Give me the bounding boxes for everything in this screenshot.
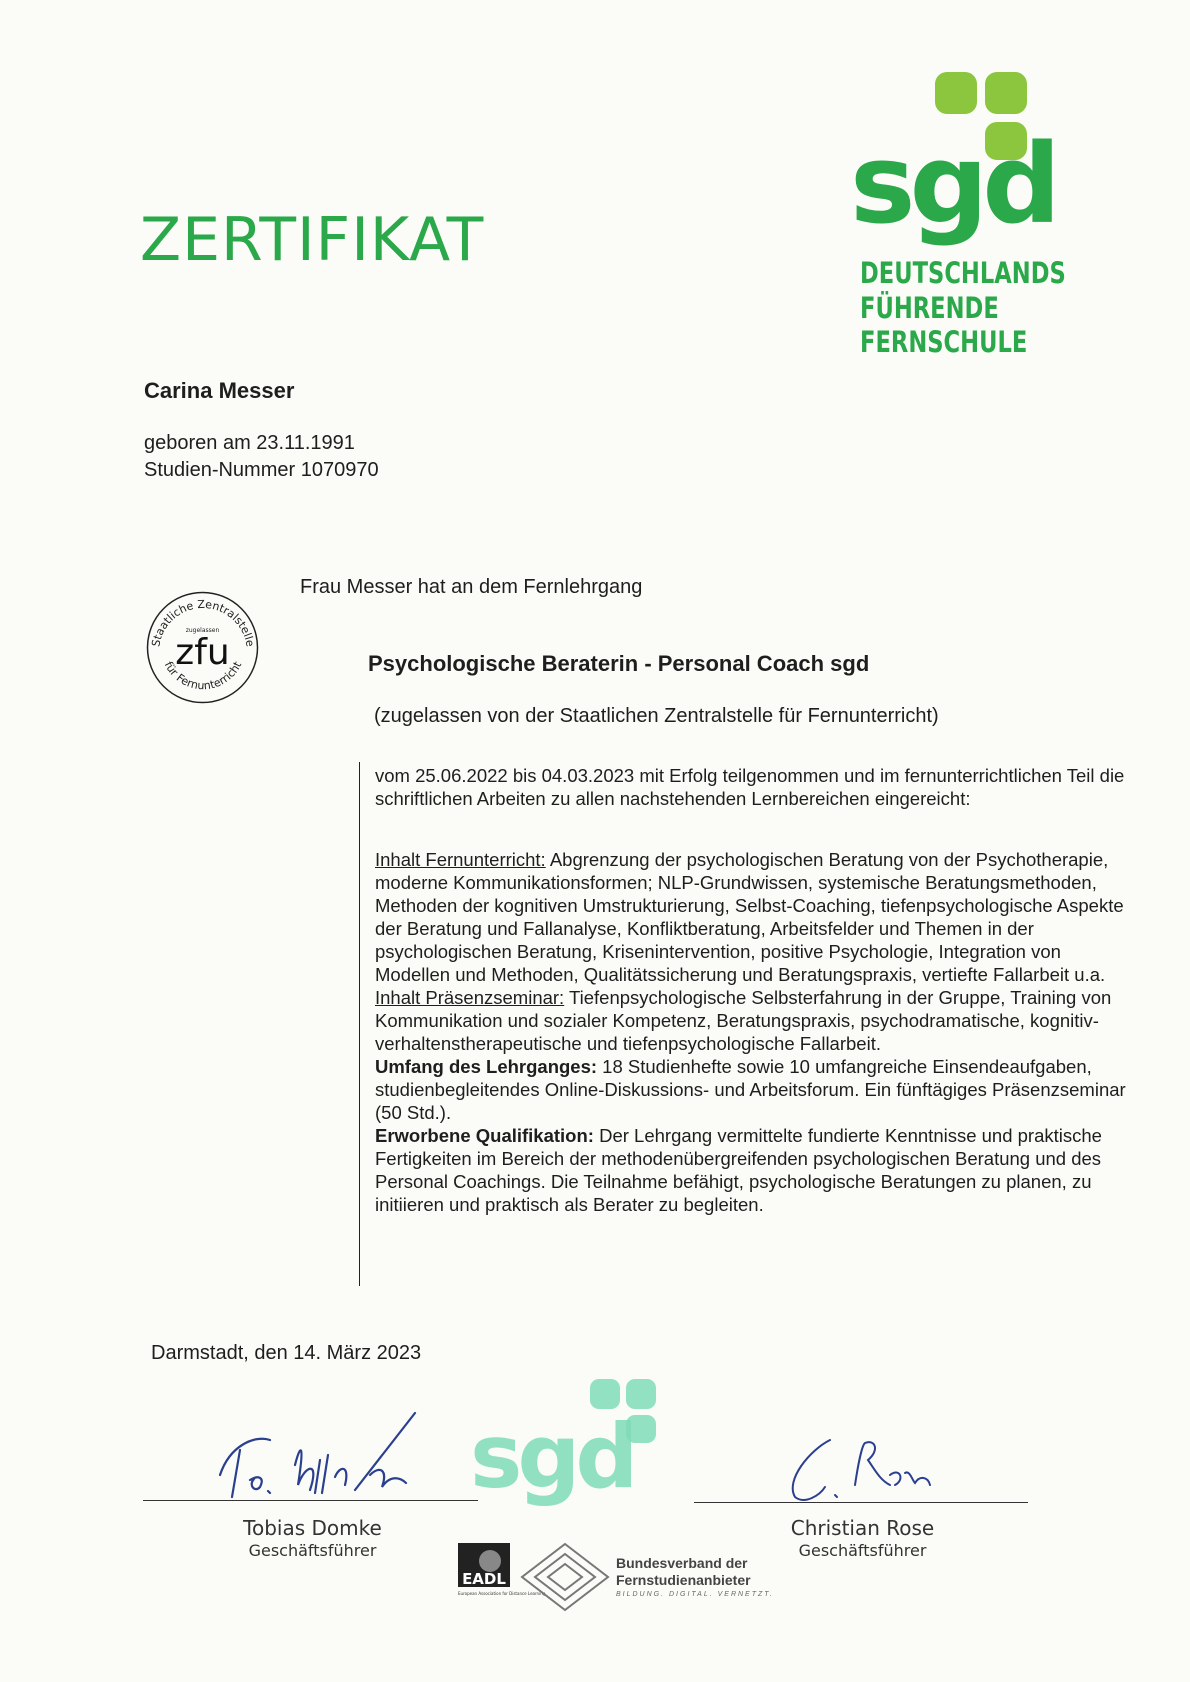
zfu-seal bbox=[145, 590, 260, 705]
qualification-text: Der Lehrgang vermittelte fundierte Kenntnisse und praktische Fertigkeiten im Bereich der methodenübergreifenden psychologischen Beratung und des Personal Coachings. Die Teilnahme befähigt, psychologische Beratungen zu planen, zu initiieren und praktisch als Berater zu begleiten. bbox=[375, 1125, 1102, 1215]
bv-line-3: BILDUNG. DIGITAL. VERNETZT. bbox=[616, 1591, 774, 1598]
scope-text: 18 Studienhefte sowie 10 umfangreiche Einsendeaufgaben, studienbegleitendes Online-Diskussions- und Arbeitsforum. Ein fünftägiges Präsenzseminar (50 Std.). bbox=[375, 1056, 1126, 1123]
eadl-subtext: European Association for Distance Learning bbox=[458, 1591, 546, 1596]
student-number: Studien-Nummer 1070970 bbox=[144, 459, 379, 481]
content-seminar-text: Tiefenpsychologische Selbsterfahrung in der Gruppe, Training von Kommunikation und sozialer Kompetenz, Beratungspraxis, psychodramatische, kognitiv-verhaltenstherapeutische und tiefenpsychologische Fallarbeit. bbox=[375, 987, 1112, 1054]
approval-note: (zugelassen von der Staatlichen Zentralstelle für Fernunterricht) bbox=[374, 705, 939, 727]
logo-leaf-top-right bbox=[985, 72, 1027, 114]
place-date: Darmstadt, den 14. März 2023 bbox=[151, 1342, 422, 1364]
seal-ring-bottom: für Fernunterricht bbox=[161, 659, 245, 693]
course-title: Psychologische Beraterin - Personal Coach sgd bbox=[368, 651, 870, 676]
tagline-line-2: FÜHRENDE FERNSCHULE bbox=[860, 291, 1028, 359]
tagline-line-1: DEUTSCHLANDS bbox=[860, 256, 1066, 290]
margin-rule bbox=[359, 762, 360, 1286]
birth-date: geboren am 23.11.1991 bbox=[144, 432, 355, 454]
completion-text: vom 25.06.2022 bis 04.03.2023 mit Erfolg teilgenommen und im fernunterrichtlichen Teil die schriftlichen Arbeiten zu allen nachstehenden Lernbereichen eingereicht: bbox=[375, 765, 1125, 809]
signature-line-1 bbox=[143, 1500, 478, 1501]
stamp-text: sgd bbox=[470, 1405, 634, 1508]
signature-tobias-domke bbox=[210, 1405, 440, 1505]
content-seminar-label: Inhalt Präsenzseminar: bbox=[375, 987, 565, 1008]
intro-text: Frau Messer hat an dem Fernlehrgang bbox=[300, 576, 643, 598]
seal-center-text: zfu bbox=[175, 632, 230, 673]
signature-christian-rose bbox=[780, 1425, 940, 1505]
certificate-title: ZERTIFIKAT bbox=[140, 205, 485, 275]
recipient-name: Carina Messer bbox=[144, 378, 295, 403]
content-distance-label: Inhalt Fernunterricht: bbox=[375, 849, 546, 870]
logo-text: sgd bbox=[850, 120, 1055, 248]
qualification-label: Erworbene Qualifikation: bbox=[375, 1125, 594, 1146]
bundesverband-logo bbox=[520, 1542, 610, 1612]
seal-ring-top: Staatliche Zentralstelle bbox=[149, 597, 257, 648]
eadl-text: EADL bbox=[462, 1570, 506, 1588]
sgd-stamp bbox=[470, 1375, 670, 1515]
signer-1-role: Geschäftsführer bbox=[248, 1541, 377, 1560]
bv-line-1: Bundesverband der bbox=[616, 1555, 748, 1571]
course-details bbox=[375, 848, 1130, 1216]
signature-line-2 bbox=[694, 1502, 1028, 1503]
signer-2-name: Christian Rose bbox=[790, 1516, 935, 1540]
content-distance-text: Abgrenzung der psychologischen Beratung von der Psychotherapie, moderne Kommunikationsformen; NLP-Grundwissen, systemische Beratungsmethoden, Methoden der kognitiven Umstrukturierung, Selbst-Coaching, tiefenpsychologische Aspekte der Beratung und Fallanalyse, Konfliktberatung, Arbeitsfelder und Themen in der psychologischen Beratung, Krisenintervention, positive Psychologie, Integration von Modellen und Methoden, Qualitätssicherung und Beratungspraxis, vertiefte Fallarbeit u.a. bbox=[375, 849, 1124, 985]
scope-label: Umfang des Lehrganges: bbox=[375, 1056, 598, 1077]
eadl-logo bbox=[458, 1543, 546, 1613]
seal-small-text: zugelassen bbox=[185, 627, 220, 634]
signer-1-name: Tobias Domke bbox=[243, 1516, 382, 1540]
bv-line-2: Fernstudienanbieter bbox=[616, 1572, 751, 1588]
logo-leaf-top-left bbox=[935, 72, 977, 114]
signer-2-role: Geschäftsführer bbox=[798, 1541, 927, 1560]
